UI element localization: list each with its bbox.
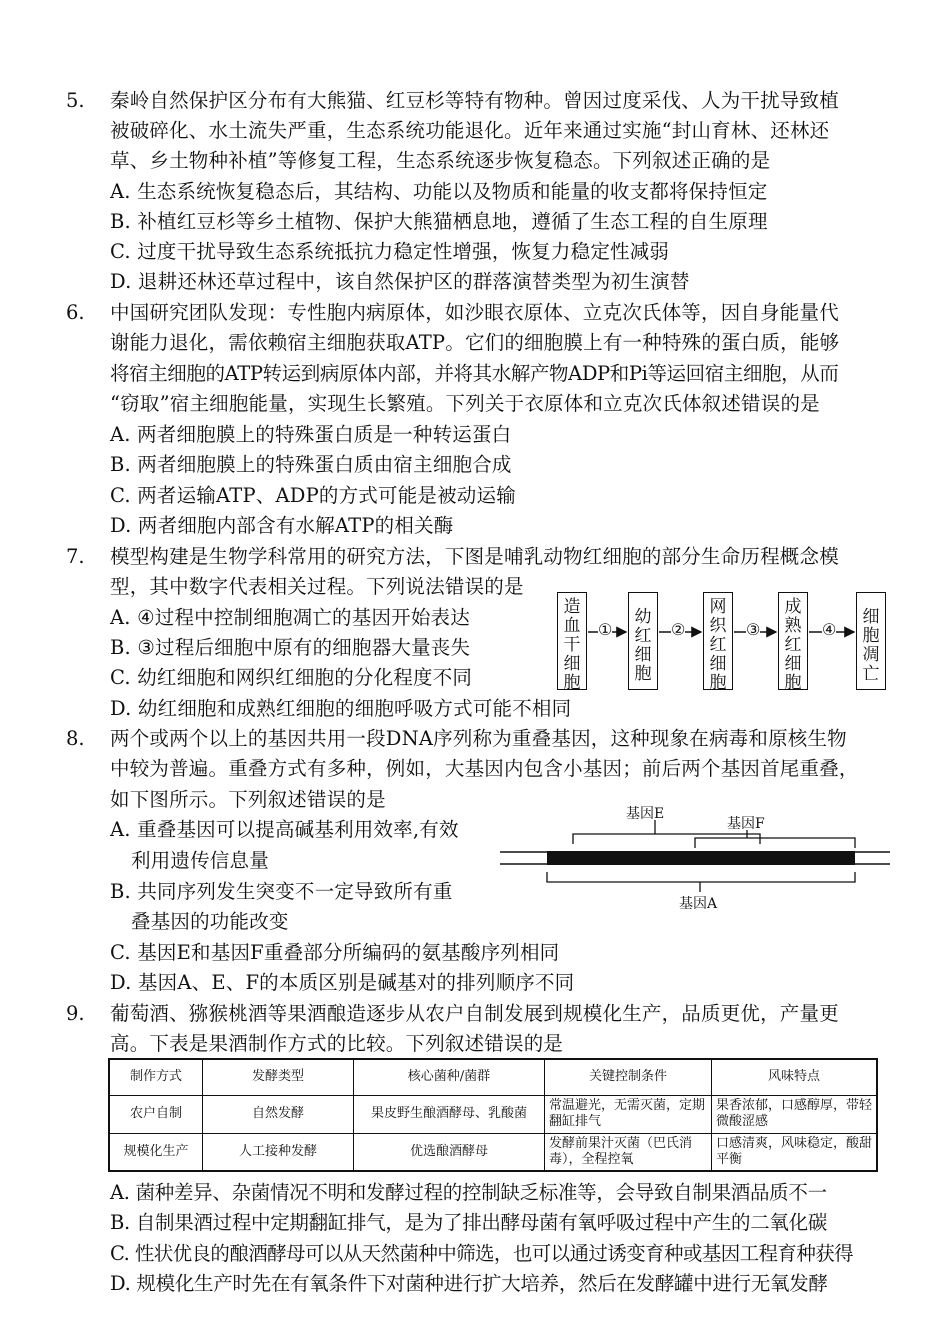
flow-box-label: 细胞凋亡	[862, 607, 880, 684]
table-cell: 规模化生产	[109, 1133, 203, 1171]
q7-option-b: B. ③过程后细胞中原有的细胞器大量丧失	[110, 636, 471, 659]
q9-option-b: B. 自制果酒过程中定期翻缸排气，是为了排出酵母菌有氧呼吸过程中产生的二氧化碳	[110, 1211, 828, 1234]
gene-a-label: 基因A	[679, 896, 718, 912]
q9-option-d: D. 规模化生产时先在有氧条件下对菌种进行扩大培养，然后在发酵罐中进行无氧发酵	[110, 1272, 828, 1295]
q8-stem-line: 中较为普遍。重叠方式有多种，例如，大基因内包含小基因；前后两个基因首尾重叠，	[110, 757, 859, 780]
q5-number: 5.	[66, 89, 85, 112]
q9-stem-line: 高。下表是果酒制作方式的比较。下列叙述错误的是	[110, 1032, 564, 1055]
table-cell: 农户自制	[109, 1095, 203, 1133]
q6-option-b: B. 两者细胞膜上的特殊蛋白质由宿主细胞合成	[110, 453, 512, 476]
flow-box-label: 成熟红细胞	[784, 597, 802, 693]
q6-number: 6.	[66, 301, 85, 324]
q7-option-c: C. 幼红细胞和网织红细胞的分化程度不同	[110, 666, 473, 689]
q8-option-d: D. 基因A、E、F的本质区别是碱基对的排列顺序不同	[110, 971, 575, 994]
q5-stem-line: 被破碎化、水土流失严重，生态系统功能退化。近年来通过实施“封山育林、还林还	[110, 119, 830, 142]
flow-step-label: ③	[746, 620, 761, 639]
table-cell: 人工接种发酵	[203, 1133, 354, 1171]
gene-e-bracket	[573, 834, 760, 844]
table-row	[109, 1095, 877, 1133]
q9-option-c: C. 性状优良的酿酒酵母可以从天然菌种中筛选，也可以通过诱变育种或基因工程育种获得	[110, 1242, 854, 1265]
q7-stem-line: 模型构建是生物学科常用的研究方法，下图是哺乳动物红细胞的部分生命历程概念模	[110, 545, 839, 568]
table-cell: 果香浓郁，口感醇厚，带轻微酸涩感	[712, 1095, 878, 1133]
q9-option-a: A. 菌种差异、杂菌情况不明和发酵过程的控制缺乏标准等，会导致自制果酒品质不一	[110, 1181, 827, 1204]
q8-option-b: B. 共同序列发生突变不一定导致所有重	[110, 880, 453, 903]
q5-option-d: D. 退耕还林还草过程中，该自然保护区的群落演替类型为初生演替	[110, 270, 690, 293]
table-header-cell: 关键控制条件	[545, 1059, 712, 1095]
q7-option-d: D. 幼红细胞和成熟红细胞的细胞呼吸方式可能不相同	[110, 697, 572, 720]
q8-option-b-cont: 叠基因的功能改变	[131, 910, 289, 933]
gene-e-label: 基因E	[626, 806, 665, 822]
q8-stem-line: 如下图所示。下列叙述错误的是	[110, 788, 386, 811]
table-cell: 口感清爽，风味稳定，酸甜平衡	[712, 1133, 878, 1171]
q8-option-c: C. 基因E和基因F重叠部分所编码的氨基酸序列相同	[110, 941, 560, 964]
flow-step-label: ②	[671, 620, 686, 639]
flow-box-label: 幼红细胞	[634, 607, 652, 684]
flow-step-label: ④	[822, 620, 837, 639]
flow-step-label: ①	[598, 620, 613, 639]
q6-stem-line: 将宿主细胞的ATP转运到病原体内部，并将其水解产物ADP和Pi等运回宿主细胞，从而	[110, 362, 839, 385]
table-row	[109, 1133, 877, 1171]
q6-stem-line: 中国研究团队发现：专性胞内病原体，如沙眼衣原体、立克次氏体等，因自身能量代	[110, 301, 839, 324]
table-cell: 自然发酵	[203, 1095, 354, 1133]
flow-box-label: 造血干细胞	[563, 597, 581, 693]
q5-option-a: A. 生态系统恢复稳态后，其结构、功能以及物质和能量的收支都将保持恒定	[110, 180, 768, 203]
q8-number: 8.	[66, 727, 85, 750]
q7-option-a: A. ④过程中控制细胞凋亡的基因开始表达	[110, 606, 470, 629]
table-header-cell: 制作方式	[109, 1059, 203, 1095]
q8-option-a: A. 重叠基因可以提高碱基利用效率,有效	[110, 818, 459, 841]
table-cell: 果皮野生酿酒酵母、乳酸菌	[354, 1095, 545, 1133]
q5-stem-line: 秦岭自然保护区分布有大熊猫、红豆杉等特有物种。曾因过度采伐、人为干扰导致植	[110, 89, 839, 112]
table-cell: 常温避光，无需灭菌，定期翻缸排气	[545, 1095, 712, 1133]
gene-f-label: 基因F	[727, 816, 765, 832]
q6-option-d: D. 两者细胞内部含有水解ATP的相关酶	[110, 514, 454, 537]
wine-comparison-table	[108, 1058, 878, 1172]
q9-number: 9.	[66, 1002, 85, 1025]
q5-option-c: C. 过度干扰导致生态系统抵抗力稳定性增强，恢复力稳定性减弱	[110, 240, 670, 263]
table-header-cell: 发酵类型	[203, 1059, 354, 1095]
table-header-row	[109, 1059, 877, 1095]
q8-option-a-cont: 利用遗传信息量	[131, 849, 269, 872]
table-cell: 优选酿酒酵母	[354, 1133, 545, 1171]
gene-f-bracket	[695, 838, 855, 848]
table-cell: 发酵前果汁灭菌（巴氏消毒），全程控氧	[545, 1133, 712, 1171]
q6-option-c: C. 两者运输ATP、ADP的方式可能是被动运输	[110, 484, 516, 507]
table-header-cell: 风味特点	[712, 1059, 878, 1095]
q8-stem-line: 两个或两个以上的基因共用一段DNA序列称为重叠基因，这种现象在病毒和原核生物	[110, 727, 847, 750]
table-header-cell: 核心菌种/菌群	[354, 1059, 545, 1095]
q5-stem-line: 草、乡土物种补植”等修复工程，生态系统逐步恢复稳态。下列叙述正确的是	[110, 149, 771, 172]
q6-stem-line: 谢能力退化，需依赖宿主细胞获取ATP。它们的细胞膜上有一种特殊的蛋白质，能够	[110, 331, 840, 354]
q5-option-b: B. 补植红豆杉等乡土植物、保护大熊猫栖息地，遵循了生态工程的自生原理	[110, 210, 768, 233]
gene-a-bracket	[547, 872, 855, 882]
q9-stem-line: 葡萄酒、猕猴桃酒等果酒酿造逐步从农户自制发展到规模化生产，品质更优，产量更	[110, 1002, 839, 1025]
flow-box-label: 网织红细胞	[709, 597, 727, 693]
gene-a-segment	[547, 851, 855, 865]
q6-stem-line: “窃取”宿主细胞能量，实现生长繁殖。下列关于衣原体和立克次氏体叙述错误的是	[110, 392, 820, 415]
q7-stem-line: 型，其中数字代表相关过程。下列说法错误的是	[110, 575, 524, 598]
q6-option-a: A. 两者细胞膜上的特殊蛋白质是一种转运蛋白	[110, 423, 512, 446]
q7-number: 7.	[66, 545, 85, 568]
